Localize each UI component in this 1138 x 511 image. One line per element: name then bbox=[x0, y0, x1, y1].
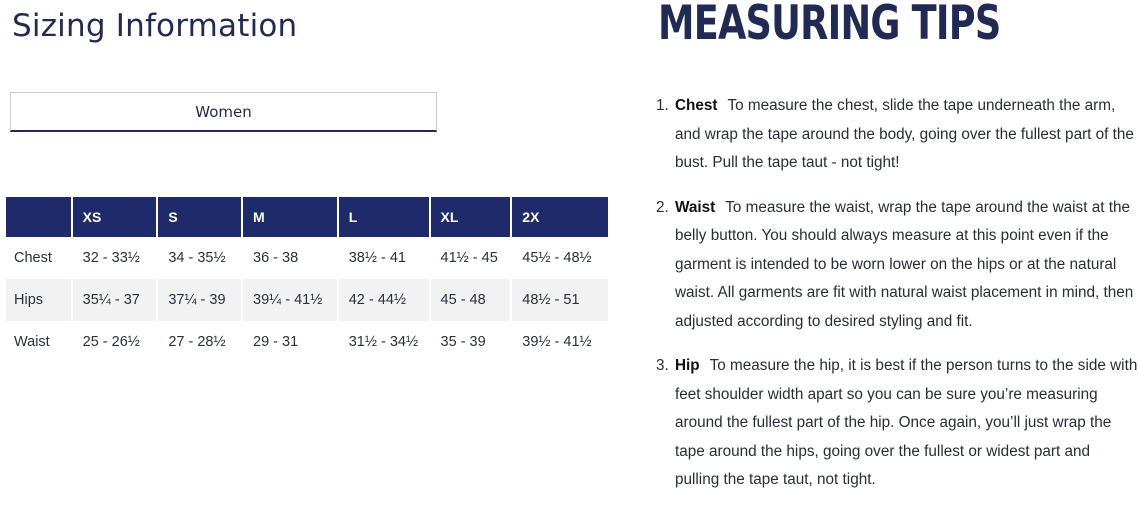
row-label: Chest bbox=[14, 250, 52, 266]
tip-item-hip bbox=[656, 352, 1138, 495]
table-row bbox=[6, 279, 608, 321]
table-cell: 35 - 39 bbox=[440, 334, 486, 350]
size-chart-table bbox=[4, 197, 610, 363]
page-title: Sizing Information bbox=[12, 8, 298, 44]
tip-text: To measure the hip, it is best if the person turns to the side with feet shoulder width apart so you can be sure you’re measuring around the fullest part of the hip. Once again, you’ll just wrap the tape around the hips, going over the fullest or widest part and pulling the tape taut, not tight. bbox=[675, 357, 1138, 488]
table-header-row bbox=[6, 197, 608, 237]
tip-number: 3. bbox=[656, 357, 669, 374]
tip-text: To measure the waist, wrap the tape around the waist at the belly button. You should always measure at this point even if the garment is intended to be worn lower on the hips or at the natural waist. All garments are fit with natural waist placement in mind, then adjusted according to desired styling and fit. bbox=[675, 198, 1134, 330]
tip-label: Chest bbox=[675, 97, 718, 114]
measuring-tips-panel bbox=[640, 0, 1138, 499]
table-header-cell: M bbox=[243, 197, 337, 237]
row-label: Hips bbox=[6, 279, 71, 321]
table-cell: 37¼ - 39 bbox=[158, 279, 241, 321]
table-row bbox=[6, 237, 608, 279]
table-cell: 45 - 48 bbox=[431, 279, 511, 321]
tip-label: Waist bbox=[675, 198, 716, 216]
table-cell: 32 - 33½ bbox=[82, 250, 140, 266]
table-header-cell: 2X bbox=[512, 197, 608, 237]
table-cell: 35¼ - 37 bbox=[73, 279, 157, 321]
table-header-cell: XL bbox=[431, 197, 511, 237]
tips-list bbox=[656, 92, 1138, 511]
tab-women[interactable]: Women bbox=[10, 92, 437, 132]
table-cell: 34 - 35½ bbox=[168, 250, 226, 266]
table-header-cell bbox=[6, 197, 71, 237]
row-label: Waist bbox=[14, 334, 50, 350]
table-cell: 45½ - 48½ bbox=[522, 250, 592, 266]
table-cell: 31½ - 34½ bbox=[348, 334, 419, 350]
tips-title: MEASURING TIPS bbox=[658, 0, 1001, 51]
tip-number: 1. bbox=[656, 97, 669, 114]
tip-label: Hip bbox=[675, 357, 700, 374]
table-header-cell: S bbox=[158, 197, 241, 237]
table-cell: 48½ - 51 bbox=[512, 279, 608, 321]
table-cell: 36 - 38 bbox=[253, 250, 299, 266]
table-cell: 41½ - 45 bbox=[440, 250, 498, 266]
tip-item-waist bbox=[656, 194, 1138, 337]
table-cell: 25 - 26½ bbox=[82, 334, 140, 350]
table-cell: 39½ - 41½ bbox=[522, 334, 592, 350]
table-header-cell: XS bbox=[73, 197, 157, 237]
table-cell: 27 - 28½ bbox=[168, 334, 226, 350]
tip-number: 2. bbox=[656, 198, 669, 216]
table-cell: 38½ - 41 bbox=[348, 250, 406, 266]
table-cell: 39¼ - 41½ bbox=[243, 279, 337, 321]
table-cell: 29 - 31 bbox=[253, 334, 299, 350]
table-header-cell: L bbox=[339, 197, 429, 237]
tip-text: To measure the chest, slide the tape underneath the arm, and wrap the tape around the body, going over the fullest part of the bust. Pull the tape taut - not tight! bbox=[675, 97, 1134, 171]
table-cell: 42 - 44½ bbox=[339, 279, 429, 321]
table-row bbox=[6, 321, 608, 363]
tip-item-chest bbox=[656, 92, 1138, 178]
